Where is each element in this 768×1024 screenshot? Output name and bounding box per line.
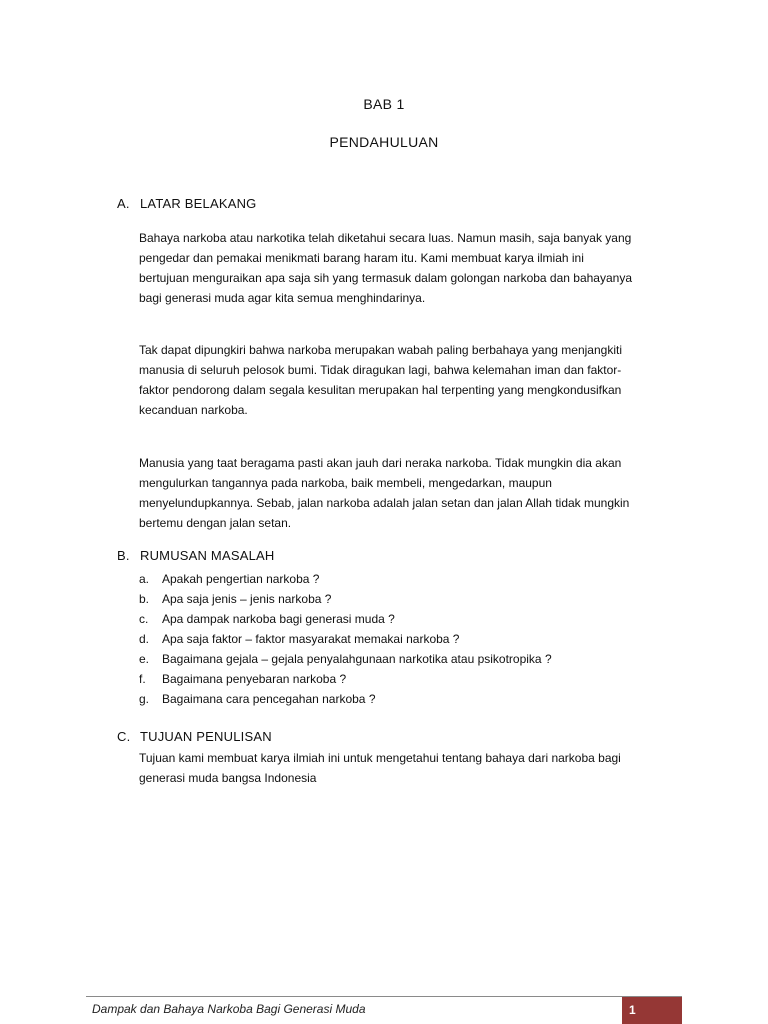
- list-item: [139, 589, 552, 609]
- paragraph-line: manusia di seluruh pelosok bumi. Tidak diragukan lagi, bahwa kelemahan iman dan faktor-: [139, 363, 622, 377]
- paragraph-line: Bahaya narkoba atau narkotika telah diketahui secara luas. Namun masih, saja banyak yang: [139, 231, 632, 245]
- list-marker: f.: [139, 672, 146, 686]
- list-item: [139, 609, 552, 629]
- list-marker: b.: [139, 592, 150, 606]
- section-a-title: LATAR BELAKANG: [140, 196, 257, 211]
- list-item-text: Apa dampak narkoba bagi generasi muda ?: [162, 612, 395, 626]
- list-item: [139, 649, 552, 669]
- page-number-badge: 1: [622, 997, 682, 1024]
- section-b-heading: [117, 548, 274, 563]
- list-item: [139, 629, 552, 649]
- list-marker: g.: [139, 692, 150, 706]
- list-item-text: Apakah pengertian narkoba ?: [162, 572, 320, 586]
- list-item: [139, 569, 552, 589]
- paragraph-line: bagi generasi muda agar kita semua menghindarinya.: [139, 291, 426, 305]
- list-item: [139, 689, 552, 709]
- background-paragraph-1: [139, 228, 679, 308]
- paragraph-line: bertujuan menguraikan apa saja sih yang termasuk dalam golongan narkoba dan bahayanya: [139, 271, 633, 285]
- paragraph-line: faktor pendorong dalam segala kesulitan merupakan hal terpenting yang mengkondusifkan: [139, 383, 622, 397]
- chapter-title: PENDAHULUAN: [329, 134, 439, 150]
- list-item-text: Bagaimana penyebaran narkoba ?: [162, 672, 347, 686]
- paragraph-line: Tujuan kami membuat karya ilmiah ini untuk mengetahui tentang bahaya dari narkoba bagi: [139, 751, 621, 765]
- footer-divider: [86, 996, 682, 997]
- chapter-number: BAB 1: [363, 96, 405, 112]
- section-c-heading: [117, 729, 272, 744]
- paragraph-line: kecanduan narkoba.: [139, 403, 248, 417]
- section-a-letter: A.: [117, 196, 130, 211]
- paragraph-line: generasi muda bangsa Indonesia: [139, 771, 317, 785]
- list-marker: c.: [139, 612, 149, 626]
- paragraph-line: menyelundupkannya. Sebab, jalan narkoba adalah jalan setan dan jalan Allah tidak mungkin: [139, 496, 630, 510]
- list-marker: a.: [139, 572, 150, 586]
- background-paragraph-3: [139, 453, 679, 533]
- problem-list: [139, 569, 552, 709]
- footer-title: Dampak dan Bahaya Narkoba Bagi Generasi Muda: [92, 1002, 366, 1016]
- section-a-heading: [117, 196, 256, 211]
- section-b-letter: B.: [117, 548, 130, 563]
- list-item-text: Bagaimana gejala – gejala penyalahgunaan narkotika atau psikotropika ?: [162, 652, 552, 666]
- paragraph-line: pengedar dan pemakai menikmati barang haram itu. Kami membuat karya ilmiah ini: [139, 251, 584, 265]
- section-c-title: TUJUAN PENULISAN: [140, 729, 272, 744]
- list-item-text: Bagaimana cara pencegahan narkoba ?: [162, 692, 376, 706]
- list-item: [139, 669, 552, 689]
- section-b-title: RUMUSAN MASALAH: [140, 548, 275, 563]
- background-paragraph-2: [139, 340, 679, 420]
- list-marker: e.: [139, 652, 150, 666]
- paragraph-line: bertemu dengan jalan setan.: [139, 516, 292, 530]
- purpose-paragraph: [139, 748, 679, 788]
- paragraph-line: Manusia yang taat beragama pasti akan jauh dari neraka narkoba. Tidak mungkin dia akan: [139, 456, 622, 470]
- list-item-text: Apa saja faktor – faktor masyarakat memakai narkoba ?: [162, 632, 460, 646]
- section-c-letter: C.: [117, 729, 131, 744]
- paragraph-line: mengulurkan tangannya pada narkoba, baik membeli, mengedarkan, maupun: [139, 476, 552, 490]
- list-item-text: Apa saja jenis – jenis narkoba ?: [162, 592, 332, 606]
- paragraph-line: Tak dapat dipungkiri bahwa narkoba merupakan wabah paling berbahaya yang menjangkiti: [139, 343, 622, 357]
- list-marker: d.: [139, 632, 150, 646]
